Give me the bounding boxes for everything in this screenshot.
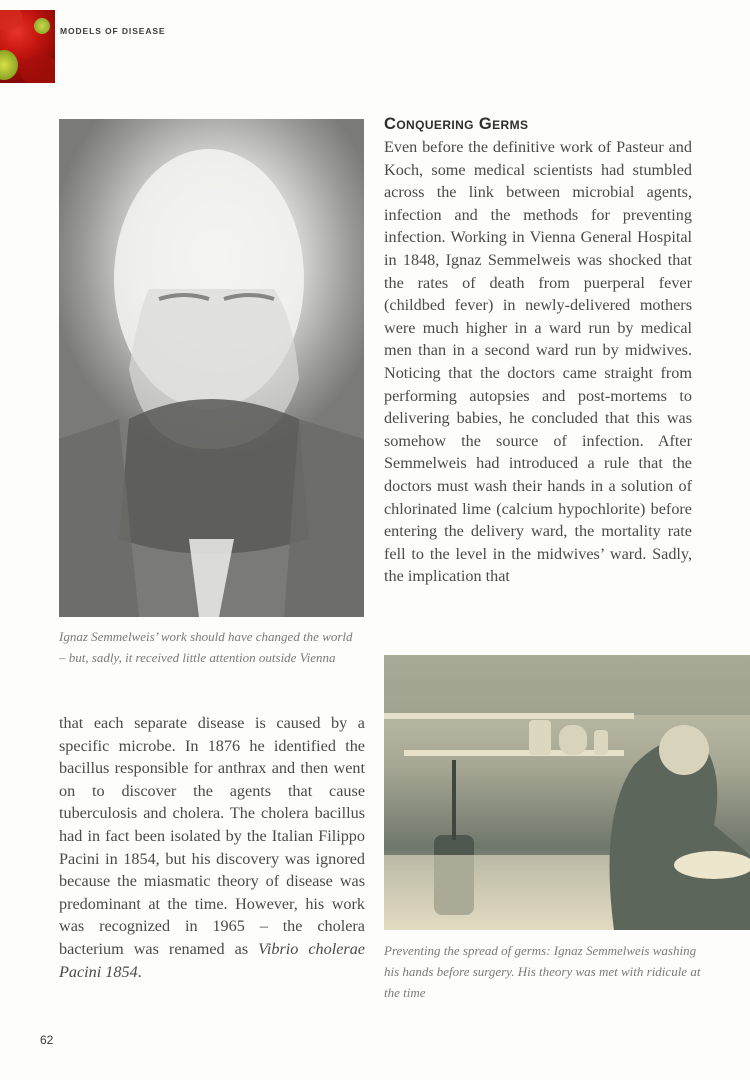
paragraph-end: . xyxy=(137,962,142,981)
article-paragraph-right: Even before the definitive work of Pasteur and Koch, some medical scientists had stumbled across the link between microbial agents, infection and the methods for preventing infection. Working in Vienna General Hospital in 1848, Ignaz Semmelweis was shocked that the rates of death from puerperal fever (childbed fever) in newly-delivered mothers were much higher in a ward run by medical men than in a second ward run by midwives. Noticing that the doctors came straight from performing autopsies and post-mortems to delivering babies, he concluded that this was somehow the source of infection. After Semmelweis had introduced a rule that the doctors must wash their hands in a solution of chlorinated lime (calcium hypochlorite) before entering the delivery ward, the mortality rate fell to the level in the midwives’ ward. Sadly, the implication that xyxy=(384,138,692,586)
blood-cell-shape xyxy=(20,55,55,83)
page-number: 62 xyxy=(40,1033,54,1047)
header-thumbnail xyxy=(0,10,55,83)
lab-handwashing-image xyxy=(384,655,750,930)
section-title: MODELS OF DISEASE xyxy=(60,26,166,36)
species-name: Vibrio cholerae Pacini 1854 xyxy=(59,939,365,981)
portrait-caption: Ignaz Semmelweis’ work should have changed the world – but, sadly, it received little attention outside Vienna xyxy=(59,629,353,665)
semmelweis-portrait-image xyxy=(59,119,364,617)
section-heading: Conquering Germs xyxy=(384,115,529,133)
germ-shape xyxy=(0,50,18,80)
paragraph-text: that each separate disease is caused by a specific microbe. In 1876 he identified the bacillus responsible for anthrax and then went on to discover the agents that cause tuberculosis and cholera. The cholera bacillus had in fact been isolated by the Italian Filippo Pacini in 1854, but his discovery was ignored because the miasmatic theory of disease was predominant at the time. However, his work was recognized in 1965 – the cholera bacterium was renamed as xyxy=(59,714,365,958)
blood-cell-shape xyxy=(0,10,22,30)
lab-image-caption: Preventing the spread of germs: Ignaz Semmelweis washing his hands before surgery. His theory was met with ridicule at the time xyxy=(384,943,701,1000)
article-paragraph-left xyxy=(59,712,365,983)
germ-shape xyxy=(34,18,50,34)
